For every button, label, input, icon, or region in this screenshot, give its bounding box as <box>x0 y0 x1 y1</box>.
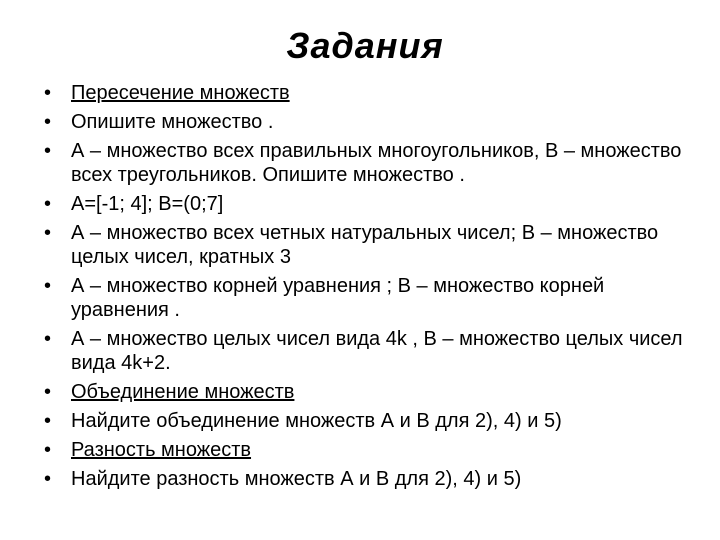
list-item-text: А=[-1; 4]; В=(0;7] <box>71 193 224 215</box>
bullet-icon: • <box>44 328 52 350</box>
bullet-icon: • <box>44 193 52 215</box>
list-item <box>44 221 694 269</box>
list-item-text: А – множество всех четных натуральных чисел; В – множество целых чисел, кратных 3 <box>71 222 659 268</box>
bullet-list <box>44 81 694 496</box>
list-item <box>44 274 694 322</box>
bullet-icon: • <box>44 111 52 133</box>
list-item-text: Пересечение множеств <box>71 82 290 104</box>
list-item-text: Разность множеств <box>71 439 252 461</box>
bullet-icon: • <box>44 140 52 162</box>
list-item-union-heading <box>44 380 694 404</box>
list-item-text: Опишите множество . <box>71 111 274 133</box>
list-item-text: А – множество всех правильных многоугольников, В – множество всех треугольников. Опишите множество . <box>71 140 682 186</box>
bullet-icon: • <box>44 439 52 461</box>
list-item <box>44 467 694 491</box>
list-item <box>44 110 694 134</box>
list-item-difference-heading <box>44 438 694 462</box>
list-item-intersection-heading <box>44 81 694 105</box>
bullet-icon: • <box>44 381 52 403</box>
bullet-icon: • <box>44 275 52 297</box>
bullet-icon: • <box>44 222 52 244</box>
list-item-text: А – множество целых чисел вида 4k , В – множество целых чисел вида 4k+2. <box>71 328 683 374</box>
list-item-text: Найдите разность множеств А и В для 2), 4) и 5) <box>71 468 522 490</box>
bullet-icon: • <box>44 82 52 104</box>
slide-title: Задания <box>286 25 444 66</box>
list-item-text: Найдите объединение множеств А и В для 2), 4) и 5) <box>71 410 562 432</box>
list-item-text: Объединение множеств <box>71 381 295 403</box>
bullet-icon: • <box>44 468 52 490</box>
list-item <box>44 139 694 187</box>
list-item <box>44 192 694 216</box>
bullet-icon: • <box>44 410 52 432</box>
list-item <box>44 327 694 375</box>
list-item <box>44 409 694 433</box>
list-item-text: А – множество корней уравнения ; В – множество корней уравнения . <box>71 275 605 321</box>
